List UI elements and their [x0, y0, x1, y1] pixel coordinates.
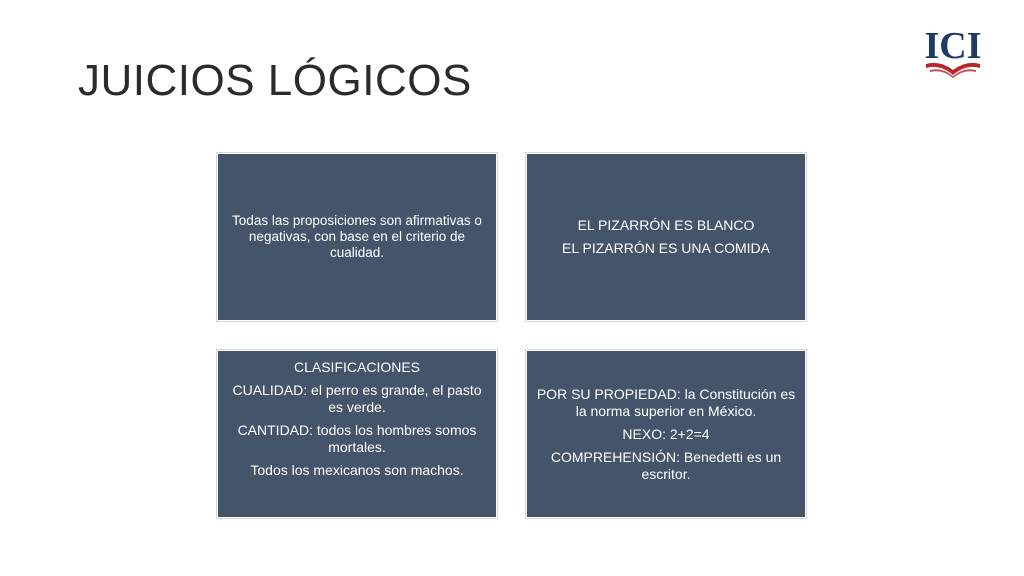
- box-text: Todos los mexicanos son machos.: [250, 462, 464, 478]
- box-text: Todas las proposiciones son afirmativas o negativas, con base en el criterio de cualidad.: [232, 213, 482, 260]
- svg-text:ICI: ICI: [924, 25, 982, 67]
- content-box-propiedad: [526, 350, 806, 518]
- box-heading: CLASIFICACIONES: [293, 359, 421, 375]
- box-text: NEXO: 2+2=4: [622, 425, 710, 442]
- content-box-cualidad: [217, 153, 497, 321]
- box-text: EL PIZARRÓN ES BLANCO: [577, 217, 755, 233]
- box-text: EL PIZARRÓN ES UNA COMIDA: [562, 240, 770, 256]
- box-text: COMPREHENSIÓN: Benedetti es un escritor.: [550, 448, 782, 482]
- box-text: CANTIDAD: todos los hombres somos mortales.: [237, 422, 477, 455]
- slide-title: JUICIOS LÓGICOS: [78, 56, 472, 105]
- ici-logo: [920, 20, 986, 84]
- box-text: POR SU PROPIEDAD: la Constitución es la norma superior en México.: [536, 385, 796, 419]
- box-text: CUALIDAD: el perro es grande, el pasto es verde.: [232, 382, 482, 415]
- content-box-clasificaciones: [217, 350, 497, 518]
- ici-logo-icon: [920, 20, 986, 84]
- content-box-examples: [526, 153, 806, 321]
